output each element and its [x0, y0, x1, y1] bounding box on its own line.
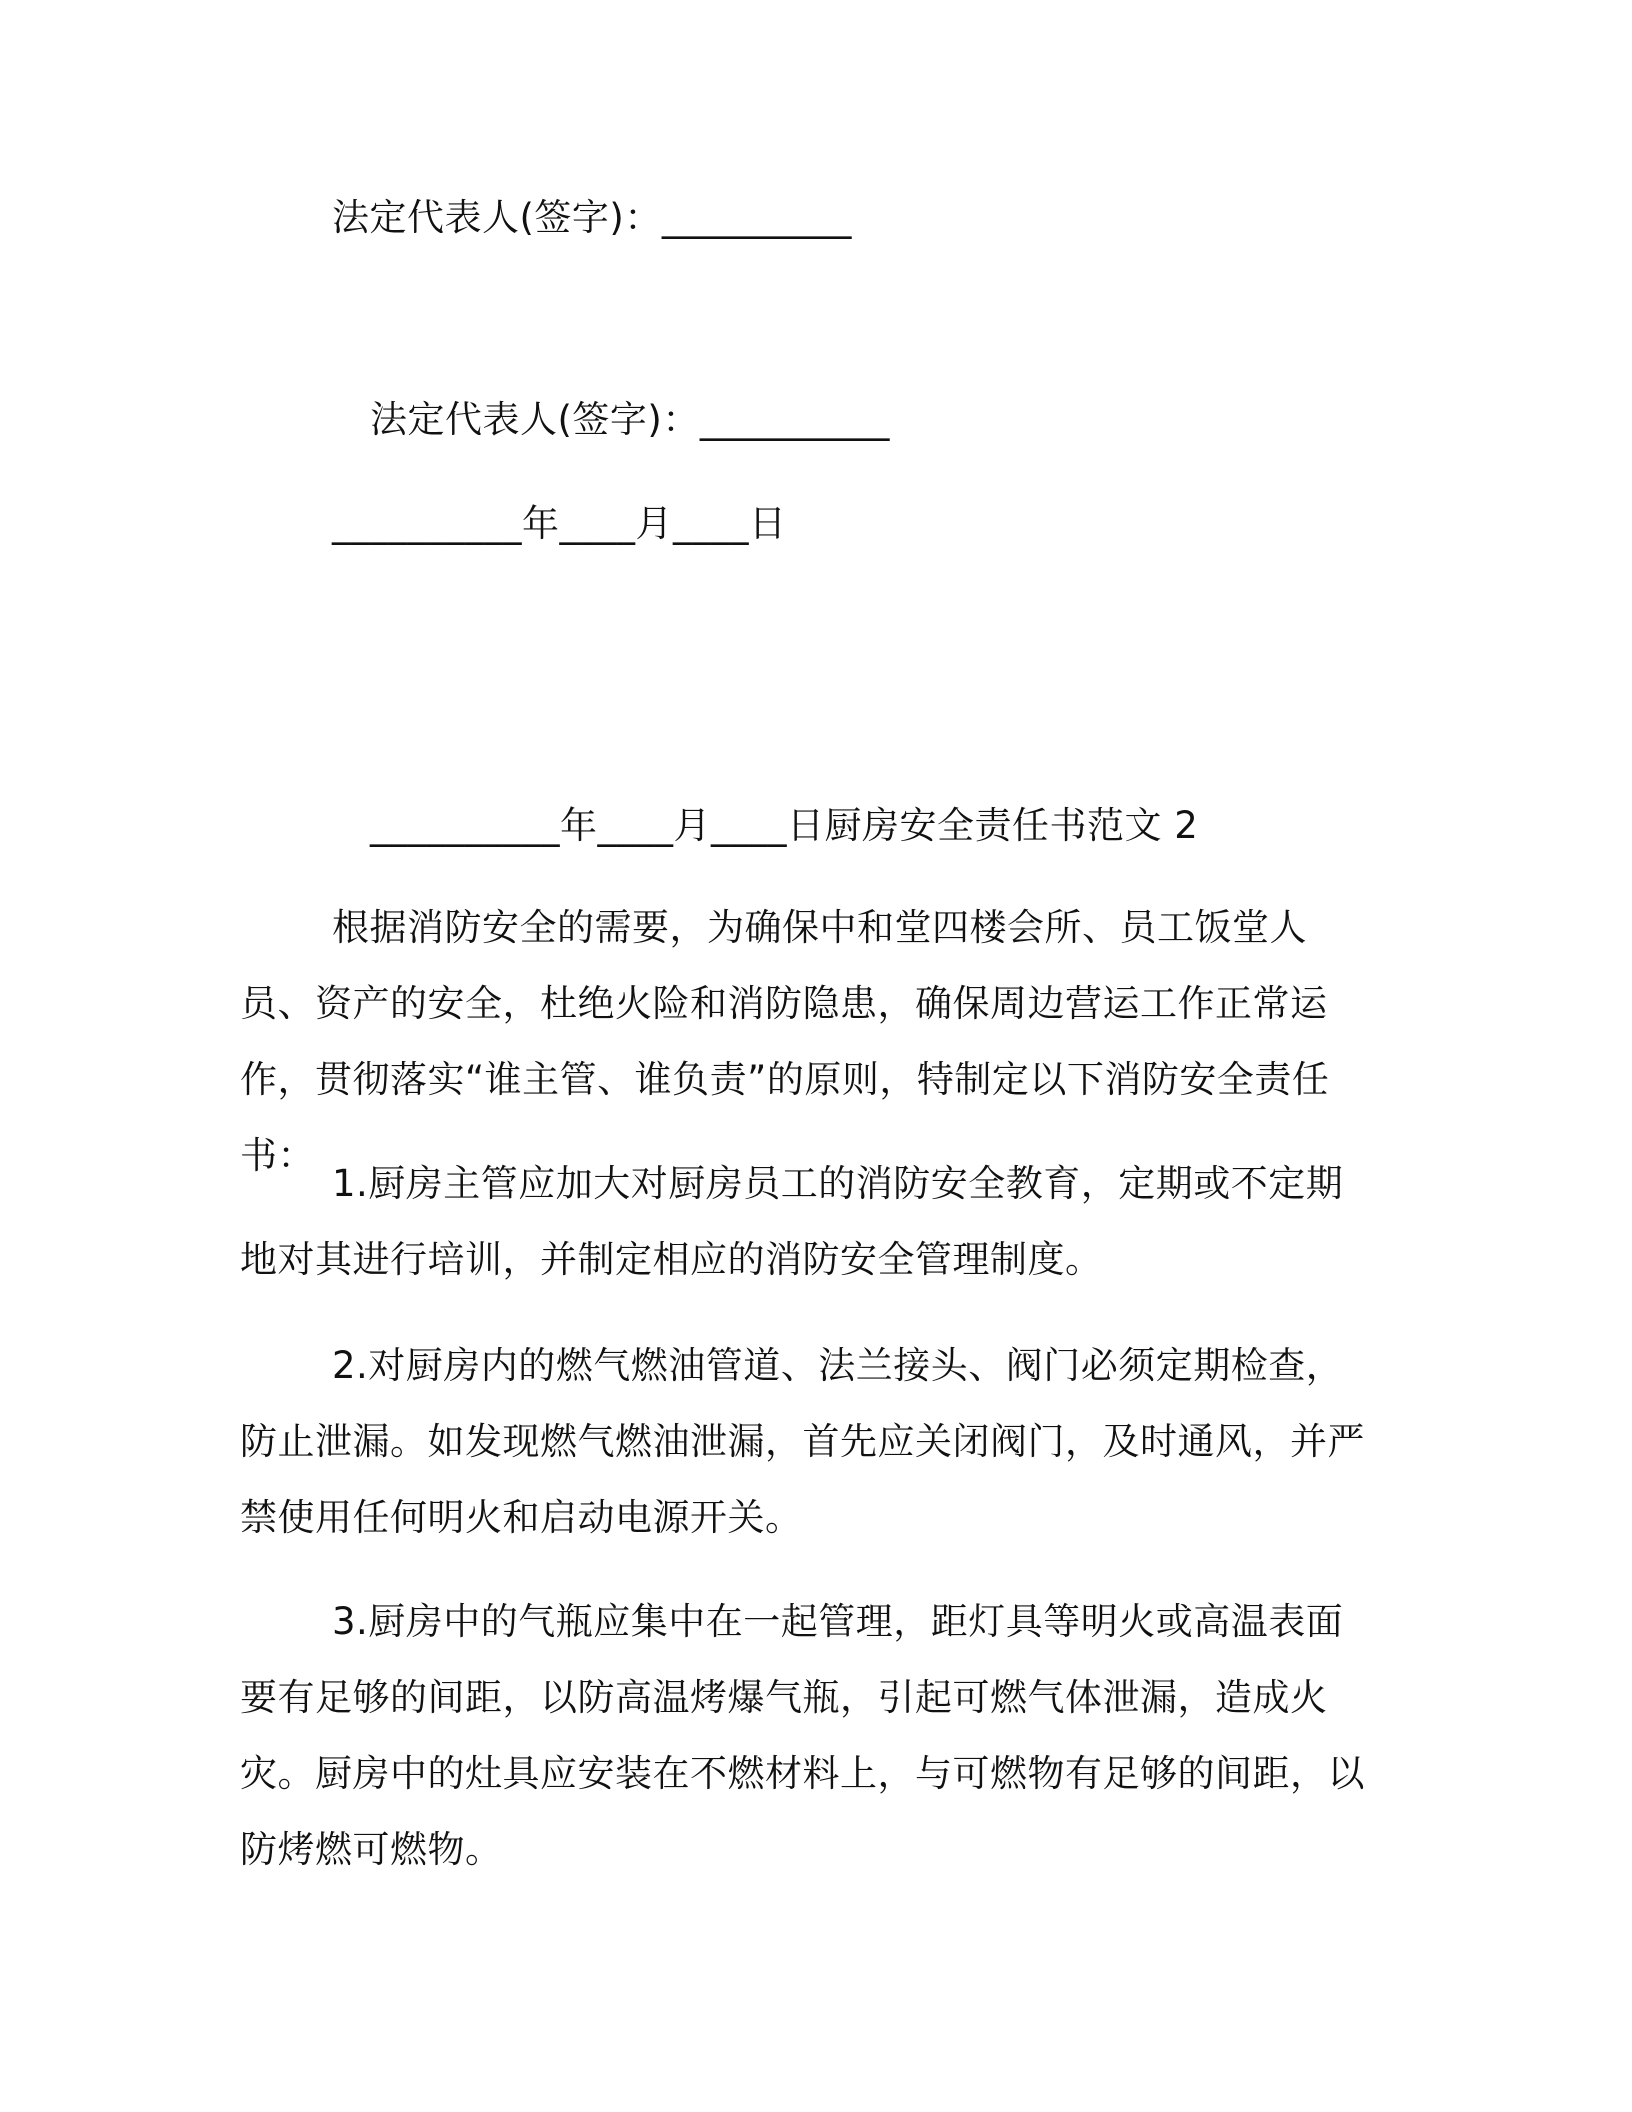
item-2-paragraph: 2.对厨房内的燃气燃油管道、法兰接头、阀门必须定期检查，防止泄漏。如发现燃气燃油泄漏，首先应关闭阀门，及时通风，并严禁使用任何明火和启动电源开关。	[240, 1344, 1365, 1539]
item-3-paragraph: 3.厨房中的气瓶应集中在一起管理，距灯具等明火或高温表面要有足够的间距，以防高温烤爆气瓶，引起可燃气体泄漏，造成火灾。厨房中的灶具应安装在不燃材料上，与可燃物有足够的间距，以防烤燃可燃物。	[240, 1600, 1365, 1871]
legal-representative-signature-line-2: 法定代表人(签字)：__________	[370, 398, 890, 441]
date-line: __________年____月____日	[332, 502, 787, 545]
section-title: __________年____月____日厨房安全责任书范文 2	[370, 804, 1199, 847]
item-1-paragraph: 1.厨房主管应加大对厨房员工的消防安全教育，定期或不定期地对其进行培训，并制定相应的消防安全管理制度。	[240, 1162, 1344, 1281]
legal-representative-signature-line: 法定代表人(签字)：__________	[332, 196, 852, 239]
intro-paragraph: 根据消防安全的需要，为确保中和堂四楼会所、员工饭堂人员、资产的安全，杜绝火险和消防隐患，确保周边营运工作正常运作，贯彻落实“谁主管、谁负责”的原则，特制定以下消防安全责任书：	[240, 906, 1330, 1177]
